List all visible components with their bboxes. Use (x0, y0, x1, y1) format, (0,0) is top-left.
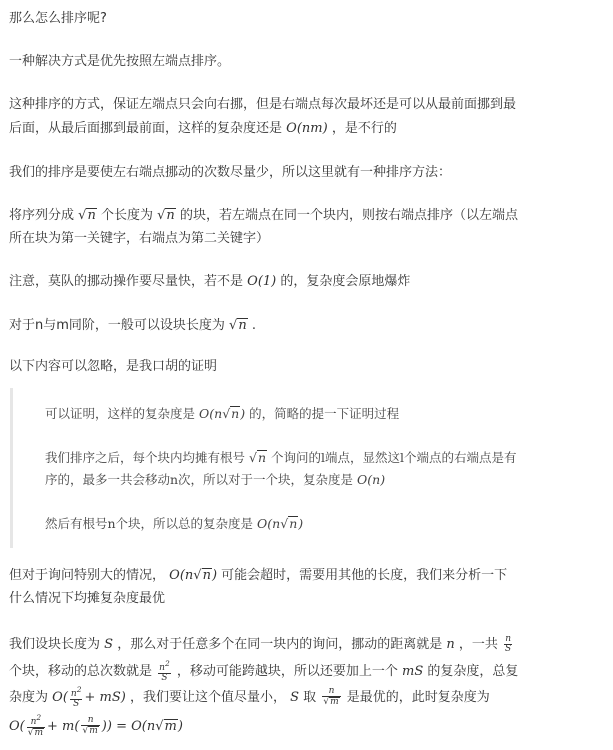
math-sqrt-n: n (231, 406, 240, 421)
math-close: ) (240, 406, 246, 421)
superscript: 2 (164, 659, 170, 668)
frac-n-over-sqrt-m: $\frac{n}{√m}$ (323, 686, 339, 708)
frac-num: n (322, 687, 340, 697)
math-close: )) (101, 718, 112, 734)
math-On-open: O(n (199, 406, 223, 421)
quote-line-4: 然后有根号n个块，所以总的复杂度是 O(n√n) (45, 516, 304, 531)
math-sqrt-n: n (202, 568, 211, 583)
frac-num: n (70, 689, 77, 699)
text-span: 序的，最多一共会移动n次，所以对于一个块，复杂度是 (45, 472, 354, 487)
text-span: 个长度为 (100, 208, 153, 223)
math-O-open: O( (9, 718, 25, 734)
paragraph-10-line-2 (9, 660, 518, 683)
paragraph-9-line-2: 什么情况下均摊复杂度最优 (9, 591, 166, 606)
text-span: 但对于询问特别大的情况， (9, 568, 166, 583)
text-span: 注意，莫队的挪动操作要尽量快，若不是 (9, 274, 244, 289)
paragraph-2: 一种解决方式是优先按照左端点排序。 (9, 54, 231, 69)
frac-n2-over-S (70, 686, 83, 709)
quote-line-3 (45, 474, 385, 487)
text-span: 的，复杂度会原地爆炸 (280, 274, 411, 289)
math-Onm: O(nm) (286, 121, 328, 136)
paragraph-10-line-3 (9, 686, 490, 709)
text-span: 可以证明，这样的复杂度是 (45, 406, 196, 421)
math-S: S (290, 690, 300, 705)
quote-line-2: 我们排序之后，每个块内均摊有根号 √n 个询问的l端点，显然这l个端点的右端点是有 (45, 450, 517, 465)
math-n: n (446, 637, 455, 652)
blockquote (10, 388, 608, 548)
math-O1: O(1) (247, 274, 277, 289)
frac-den: m (330, 697, 339, 708)
frac-num: n (505, 634, 512, 644)
frac-den: m (34, 728, 44, 738)
math-sqrt-n: n (87, 208, 96, 223)
text-span: 对于n与m同阶，一般可以设块长度为 (9, 318, 225, 333)
text-span: 取 (303, 690, 317, 705)
text-span: . (251, 318, 256, 333)
frac-num: n (159, 663, 165, 673)
paragraph-10-line-4: O( $\frac{n^2}{√m}$ + m( $\frac{n}{√m}$ )) = O(n√m) (9, 713, 183, 738)
text-span: 然后有根号n个块，所以总的复杂度是 (45, 516, 254, 531)
text-span: 是最优的，此时复杂度为 (346, 690, 490, 705)
math-sqrt-n: n (257, 450, 267, 465)
paragraph-6 (9, 275, 410, 288)
paragraph-10-line-1 (9, 635, 514, 654)
math-On-open: O(n (169, 568, 194, 583)
paragraph-7: 对于n与m同阶，一般可以设块长度为 √n . (9, 318, 256, 333)
paragraph-4: 我们的排序是要使左右端点挪动的次数尽量少，所以这里就有一种排序方法： (9, 165, 452, 180)
math-sqrt-m: m (164, 718, 177, 734)
math-S: S (104, 637, 114, 652)
frac-den: S (161, 673, 168, 683)
math-plus-m: + m( (47, 718, 80, 734)
text-span: 的复杂度，总复 (427, 664, 519, 679)
math-On: O(n) (357, 472, 386, 487)
paragraph-1: 那么怎么排序呢? (9, 11, 107, 26)
paragraph-3-line-1: 这种排序的方式，保证左端点只会向右挪，但是右端点每次最坏还是可以从最前面挪到最 (9, 97, 517, 112)
text-span: ，一共 (458, 637, 498, 652)
quote-line-1: 可以证明，这样的复杂度是 O(n√n) 的，简略的提一下证明过程 (45, 406, 400, 421)
text-span: 我们排序之后，每个块内均摊有根号 (45, 450, 246, 465)
paragraph-8: 以下内容可以忽略，是我口胡的证明 (9, 359, 218, 374)
math-close: ) (177, 718, 183, 734)
math-plus-mS: + mS) (84, 690, 126, 705)
math-sqrt-n: n (238, 318, 247, 333)
text-span: ，是不行的 (331, 121, 397, 136)
paragraph-5-line-1: 将序列分成 √n 个长度为 √n 的块，若左端点在同一个块内，则按右端点排序（以左端点 (9, 208, 518, 223)
math-sqrt-n: n (166, 208, 175, 223)
frac-n-over-S (504, 635, 512, 654)
math-sqrt-n: n (289, 516, 298, 531)
text-span: 的块，若左端点在同一个块内，则按右端点排序（以左端点 (179, 208, 518, 223)
text-span: 将序列分成 (9, 208, 75, 223)
math-On-open: O(n (257, 516, 281, 531)
math-mS: mS (402, 664, 424, 679)
text-span: ，移动可能跨越块，所以还要加上一个 (176, 664, 398, 679)
frac-den: S (505, 644, 512, 654)
text-span: 后面，从最后面挪到最前面，这样的复杂度还是 (9, 121, 283, 136)
text-span: 杂度为 (9, 690, 49, 705)
text-span: 的，简略的提一下证明过程 (249, 406, 400, 421)
paragraph-3-line-2 (9, 122, 397, 135)
frac-num: n (81, 716, 99, 726)
frac-n2-over-S (158, 660, 171, 683)
text-span: ，那么对于任意多个在同一块内的询问，挪动的距离就是 (117, 637, 443, 652)
text-span: ，我们要让这个值尽量小， (129, 690, 286, 705)
superscript: 2 (76, 685, 82, 694)
frac-den: m (89, 726, 98, 736)
text-span: 个块，移动的总次数就是 (9, 664, 153, 679)
math-eq-On: = O(n (116, 718, 156, 734)
text-span: 可能会超时，需要用其他的长度，我们来分析一下 (221, 568, 508, 583)
math-O-open: O( (52, 690, 68, 705)
frac-n2-over-sqrt-m: $\frac{n^2}{√m}$ (27, 713, 44, 738)
frac-den: S (73, 699, 80, 709)
frac-n-over-sqrt-m: $\frac{n}{√m}$ (82, 715, 98, 736)
text-span: 个询问的l端点，显然这l个端点的右端点是有 (271, 450, 517, 465)
math-close: ) (298, 516, 304, 531)
paragraph-9-line-1: 但对于询问特别大的情况， O(n√n) 可能会超时，需要用其他的长度，我们来分析一下 (9, 568, 508, 583)
text-span: 我们设块长度为 (9, 637, 101, 652)
paragraph-5-line-2: 所在块为第一关键字，右端点为第二关键字） (9, 231, 270, 246)
superscript: 2 (36, 713, 42, 722)
math-close: ) (211, 568, 218, 583)
frac-num: n (30, 717, 37, 727)
